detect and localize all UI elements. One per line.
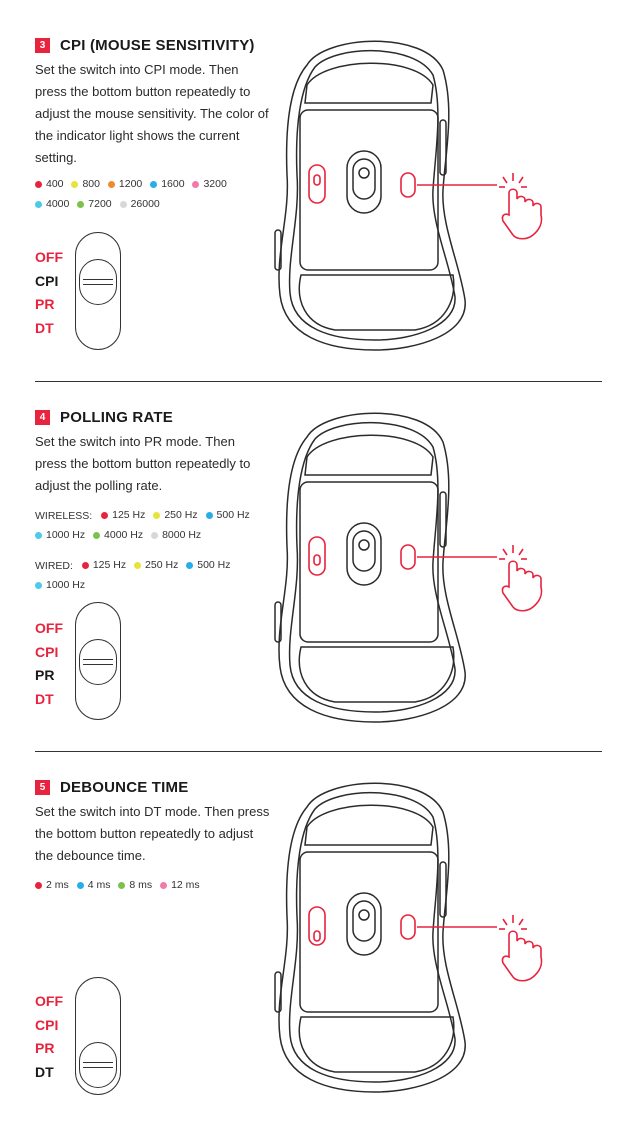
option-label: 7200 <box>88 198 112 210</box>
color-dot-icon <box>192 181 199 188</box>
switch-label-off: OFF <box>35 249 63 265</box>
color-dot-icon <box>35 181 42 188</box>
wired-label: WIRED: <box>35 560 73 572</box>
option-item <box>153 506 197 525</box>
option-label: 1600 <box>161 178 185 190</box>
section-description: Set the switch into DT mode. Then press the bottom button repeatedly to adjust the debounce time. <box>35 804 270 863</box>
debounce-options <box>35 876 275 896</box>
option-item <box>120 195 160 214</box>
option-item <box>82 556 126 575</box>
switch-label-dt: DT <box>35 690 54 707</box>
switch-labels <box>35 990 75 1084</box>
color-dot-icon <box>35 582 42 589</box>
switch-label-dt: DT <box>35 1063 54 1080</box>
switch-label-pr: PR <box>35 667 55 683</box>
option-item <box>134 556 178 575</box>
color-dot-icon <box>160 882 167 889</box>
option-label: 4000 <box>46 198 70 210</box>
mode-switch[interactable] <box>75 602 121 720</box>
switch-label-cpi: CPI <box>35 1016 59 1033</box>
option-label: 1000 Hz <box>46 579 86 591</box>
option-label: 8000 Hz <box>162 529 202 541</box>
option-item <box>118 876 152 895</box>
section-title: DEBOUNCE TIME <box>60 779 189 796</box>
switch-label-cpi: CPI <box>35 643 59 660</box>
color-dot-icon <box>35 882 42 889</box>
switch-label-off: OFF <box>35 993 63 1009</box>
color-dot-icon <box>35 201 42 208</box>
option-label: 1000 Hz <box>46 529 86 541</box>
option-item <box>35 175 64 194</box>
color-dot-icon <box>77 201 84 208</box>
option-label: 800 <box>82 178 100 190</box>
option-label: 250 Hz <box>164 509 198 521</box>
color-dot-icon <box>186 562 193 569</box>
section-title: CPI (MOUSE SENSITIVITY) <box>60 37 255 54</box>
color-dot-icon <box>101 512 108 519</box>
option-label: 2 ms <box>46 879 69 891</box>
section-debounce-time <box>0 742 639 1112</box>
section-cpi <box>0 0 639 370</box>
section-heading <box>35 409 173 426</box>
step-number-badge: 3 <box>35 38 50 53</box>
option-label: 1200 <box>118 178 143 190</box>
option-item <box>186 556 230 575</box>
color-dot-icon <box>93 532 100 539</box>
option-label: 400 <box>46 178 64 190</box>
option-item <box>35 195 69 214</box>
color-dot-icon <box>35 532 42 539</box>
option-label: 26000 <box>130 198 160 210</box>
option-item <box>77 195 111 214</box>
option-item <box>71 175 100 194</box>
option-item <box>150 175 184 194</box>
option-item <box>35 576 85 595</box>
section-description: Set the switch into PR mode. Then press the bottom button repeatedly to adjust the polling rate. <box>35 434 251 493</box>
color-dot-icon <box>206 512 213 519</box>
option-label: 500 Hz <box>216 509 250 521</box>
mouse-bottom-diagram <box>265 25 555 355</box>
mode-switch[interactable] <box>75 977 121 1095</box>
section-polling-rate <box>0 372 639 742</box>
option-item <box>35 876 69 895</box>
color-dot-icon <box>153 512 160 519</box>
color-dot-icon <box>108 181 115 188</box>
section-description: Set the switch into CPI mode. Then press the bottom button repeatedly to adjust the mouse sensitivity. The color of the indicator light shows the current setting. <box>35 62 269 165</box>
color-dot-icon <box>134 562 141 569</box>
mouse-bottom-diagram <box>265 767 555 1097</box>
color-dot-icon <box>82 562 89 569</box>
section-heading <box>35 779 188 796</box>
step-number-badge: 4 <box>35 410 50 425</box>
option-label: 8 ms <box>129 879 153 891</box>
option-label: 4 ms <box>87 879 111 891</box>
option-item <box>206 506 250 525</box>
switch-knob[interactable] <box>79 259 117 305</box>
option-item <box>192 175 226 194</box>
option-item <box>101 506 145 525</box>
color-dot-icon <box>150 181 157 188</box>
option-label: 250 Hz <box>145 559 179 571</box>
option-item <box>77 876 111 895</box>
switch-label-off: OFF <box>35 620 63 636</box>
option-label: 500 Hz <box>197 559 231 571</box>
option-label: 4000 Hz <box>104 529 144 541</box>
section-title: POLLING RATE <box>60 409 173 426</box>
option-item <box>35 526 85 545</box>
section-heading <box>35 37 255 54</box>
option-item <box>108 175 142 194</box>
switch-labels <box>35 617 75 711</box>
color-dot-icon <box>77 882 84 889</box>
color-dot-icon <box>118 882 125 889</box>
mode-switch[interactable] <box>75 232 121 350</box>
option-label: 3200 <box>203 178 227 190</box>
switch-knob[interactable] <box>79 639 117 685</box>
switch-knob[interactable] <box>79 1042 117 1088</box>
option-item <box>151 526 201 545</box>
option-item <box>93 526 143 545</box>
option-item <box>160 876 200 895</box>
wireless-label: WIRELESS: <box>35 510 93 522</box>
color-dot-icon <box>120 201 127 208</box>
switch-labels <box>35 246 75 340</box>
color-dot-icon <box>71 181 78 188</box>
cpi-options <box>35 175 275 215</box>
wireless-options <box>35 506 275 546</box>
switch-label-dt: DT <box>35 319 54 336</box>
option-label: 125 Hz <box>92 559 127 571</box>
step-number-badge: 5 <box>35 780 50 795</box>
option-label: 125 Hz <box>112 509 146 521</box>
option-label: 12 ms <box>171 879 200 891</box>
switch-label-pr: PR <box>35 1040 55 1056</box>
switch-label-pr: PR <box>35 296 55 312</box>
wired-options <box>35 556 275 596</box>
mouse-bottom-diagram <box>265 397 555 727</box>
switch-label-cpi: CPI <box>35 272 59 289</box>
color-dot-icon <box>151 532 158 539</box>
